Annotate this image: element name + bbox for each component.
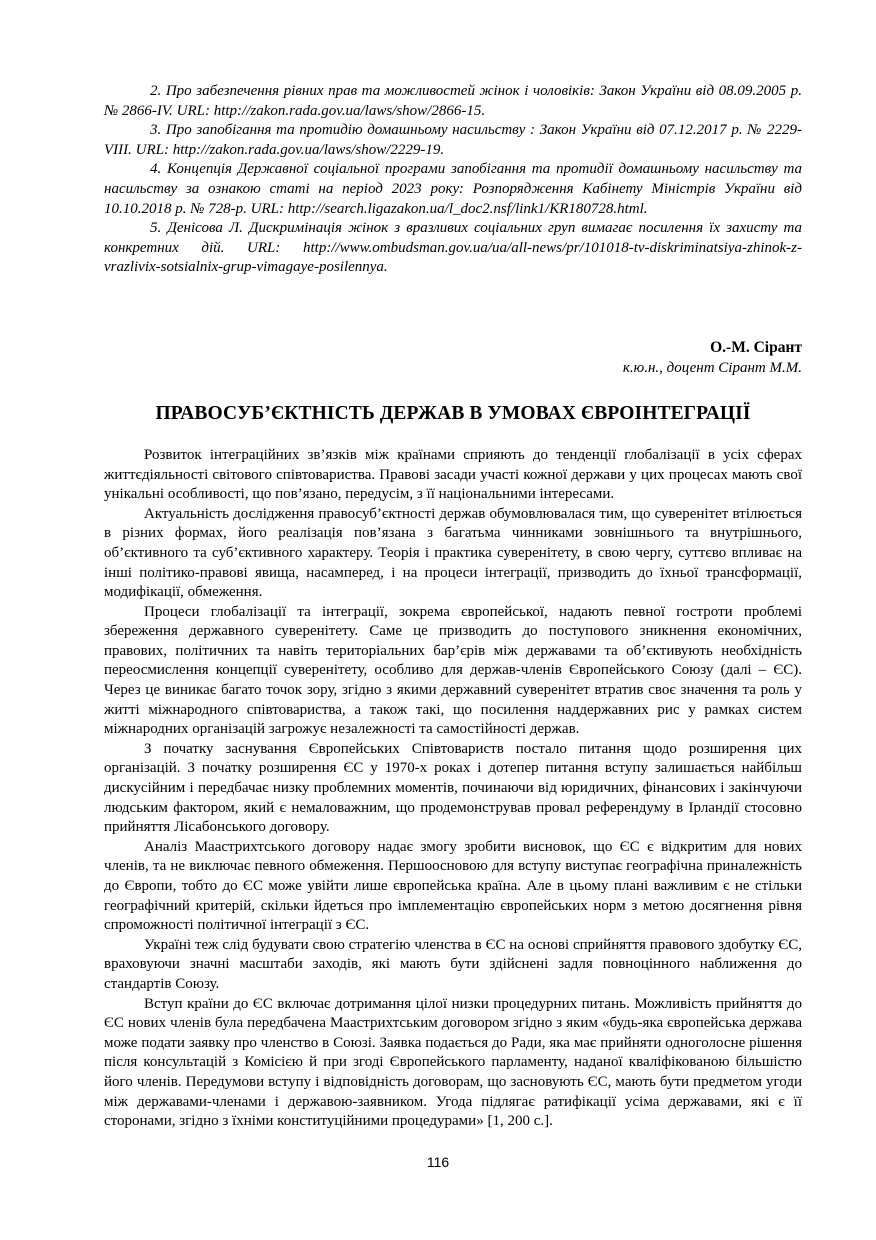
body-paragraph: Процеси глобалізації та інтеграції, зокрема європейської, надають певної гостроти проблемі збереження державного суверенітету. Саме це призводить до поступового зникнення економічних, правових, політичних та навіть територіальних бар’єрів між державами та об’єктивують необхідність переосмислення концепції суверенітету, особливо для держав-членів Європейського Союзу (далі – ЄС). Через це виникає багато точок зору, згідно з якими державний суверенітет втратив своє значення та роль у житті міжнародного співтовариства, а також такі, що посилення наддержавних рис у рамках систем міжнародних організацій загрожує незалежності та самостійності держав. — [104, 603, 802, 738]
author-block — [104, 338, 802, 378]
article-title: ПРАВОСУБ’ЄКТНІСТЬ ДЕРЖАВ В УМОВАХ ЄВРОІНТЕГРАЦІЇ — [155, 402, 751, 424]
body-paragraph: Вступ країни до ЄС включає дотримання цілої низки процедурних питань. Можливість прийняття до ЄС нових членів була передбачена Маастрихтським договором згідно з яким «будь-яка європейська держава може подати заявку про членство в Союзі. Заявка подається до Ради, яка має прийняти одноголосне рішення після консультацій з Комісією й при згоді Європейського парламенту, наданої кваліфікованою більшістю його членів. Передумови вступу і відповідність договорам, що засновують ЄС, мають бути предметом угоди між державами-членами і державою-заявником. Угода підлягає ратифікації усіма державами, які є її сторонами, згідно з їхніми конституційними процедурами» [1, 200 с.]. — [104, 995, 802, 1130]
page-content — [104, 82, 802, 1132]
reference-item: 3. Про запобігання та протидію домашньому насильству : Закон України від 07.12.2017 р. № 2229-VIII. URL: http://zakon.rada.gov.ua/laws/show/2229-19. — [104, 122, 802, 158]
author-name: О.-М. Сірант — [710, 338, 802, 356]
body-paragraph: Аналіз Маастрихтського договору надає змогу зробити висновок, що ЄС є відкритим для нових членів, та не виключає певного обмеження. Першоосновою для вступу виступає географічна приналежність до Європи, тобто до ЄС може увійти лише європейська країна. Але в цьому плані важливим є не стільки географічний критерій, скільки йдеться про імплементацію європейських норм з метою досягнення рівня спроможності політичної інтеграції з ЄС. — [104, 838, 802, 934]
reference-item: 2. Про забезпечення рівних прав та можливостей жінок і чоловіків: Закон України від 08.09.2005 р. № 2866-IV. URL: http://zakon.rada.gov.ua/laws/show/2866-15. — [104, 83, 802, 119]
body-paragraph: З початку заснування Європейських Співтовариств постало питання щодо розширення цих організацій. З початку розширення ЄС у 1970-х роках і дотепер питання вступу залишається найбільш дискусійним і передбачає низку проблемних моментів, починаючи від юридичних, фінансових і закінчуючи людським фактором, який є немаловажним, що продемонстрував провал референдуму в Ірландії стосовно прийняття Лісабонського договору. — [104, 740, 802, 836]
reference-item: 4. Концепція Державної соціальної програми запобігання та протидії домашньому насильству та насильству за ознакою статі на період 2023 року: Розпорядження Кабінету Міністрів України від 10.10.2018 р. № 728-р. URL: http://search.ligazakon.ua/l_doc2.nsf/link1/KR180728.html. — [104, 161, 802, 217]
article-body — [104, 446, 802, 1132]
page-number: 116 — [426, 1154, 450, 1170]
body-paragraph: Розвиток інтеграційних зв’язків між країнами сприяють до тенденції глобалізації в усіх сферах життєдіяльності світового співтовариства. Правові засади участі кожної держави у цих процесах мають свої унікальні особливості, що пов’язано, передусім, з її національними інтересами. — [104, 446, 802, 503]
reference-list — [104, 82, 802, 278]
body-paragraph: Україні теж слід будувати свою стратегію членства в ЄС на основі сприйняття правового здобутку ЄС, враховуючи значні масштаби заходів, які мають бути здійснені задля повноцінного наближення до стандартів Союзу. — [104, 936, 802, 992]
body-paragraph: Актуальність дослідження правосуб’єктності держав обумовлювалася тим, що суверенітет втілюється в різних формах, його реалізація пов’язана з багатьма чинниками зовнішнього та внутрішнього, об’єктивного та суб’єктивного характеру. Теорія і практика суверенітету, в свою чергу, суттєво впливає на інші політико-правові явища, насамперед, і на процеси інтеграції, призводить до їхньої трансформації, модифікації, обмеження. — [104, 505, 802, 601]
author-degree: к.ю.н., доцент Сірант М.М. — [622, 359, 802, 376]
reference-item: 5. Денісова Л. Дискримінація жінок з вразливих соціальних груп вимагає посилення їх захисту та конкретних дій. URL: http://www.ombudsman.gov.ua/ua/all-news/pr/101018-tv-diskriminatsiya-zhinok-z-vrazlivix-sotsialnix-grup-vimagaye-posilennya. — [104, 220, 802, 276]
